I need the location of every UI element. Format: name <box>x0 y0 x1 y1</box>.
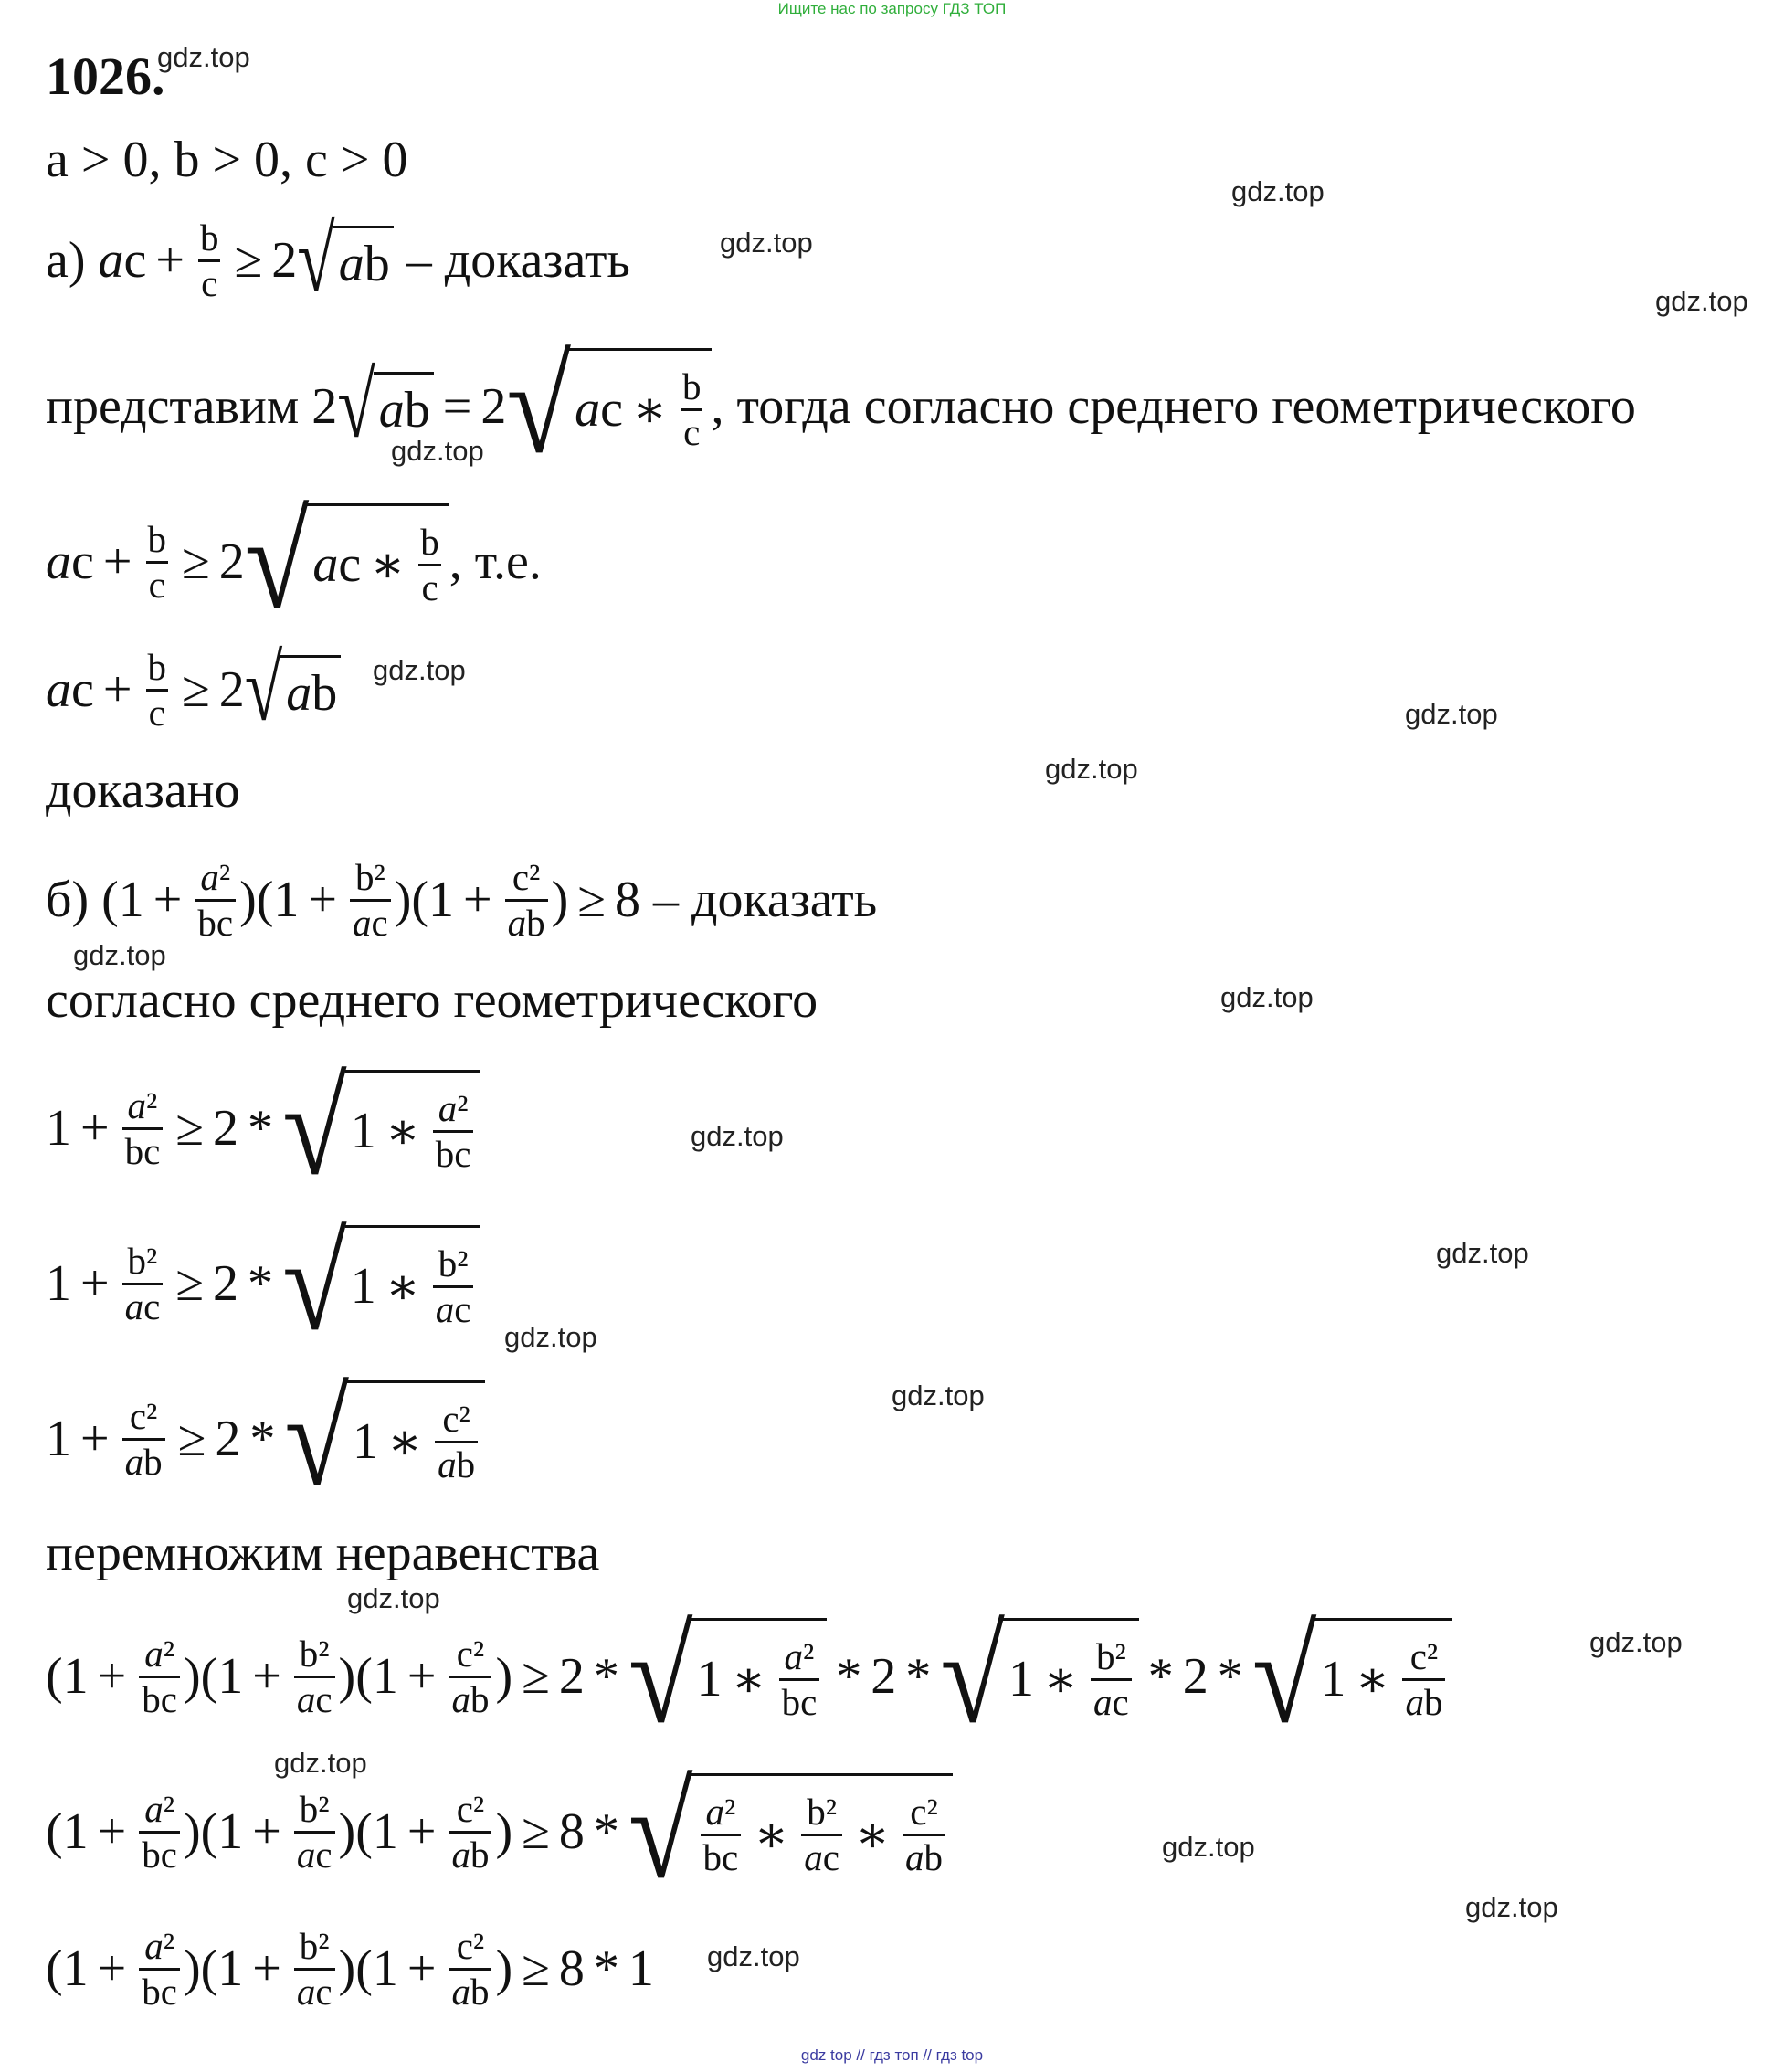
inequality-result-a: a c + $\frac{b}{c}$ ≥ 2 √ a b <box>46 640 341 740</box>
prove-text-b: – доказать <box>652 872 878 928</box>
multiply-line <box>46 1503 599 1603</box>
watermark: gdz.top <box>1231 175 1325 207</box>
watermark: gdz.top <box>73 939 166 971</box>
inequality-b2: 1 + $\frac{\text{b²}}{ac}$ ≥ 2 * √ 1 ∗ $\frac{\text{b²}}{ac}$ <box>46 1224 480 1343</box>
watermark: gdz.top <box>1162 1831 1255 1863</box>
watermark: gdz.top <box>504 1321 597 1353</box>
watermark: gdz.top <box>1436 1237 1529 1269</box>
watermark: gdz.top <box>892 1380 985 1411</box>
product-step-3: (1 + $\frac{\text{a²}}{bc}$ )(1 + $\frac{\text{b²}}{ac}$ )(1 + $\frac{\text{c²}}{ab}$ ) ≥ 8 * 1 <box>46 1924 654 2013</box>
watermark: gdz.top <box>347 1582 440 1614</box>
watermark: gdz.top <box>1220 981 1314 1013</box>
multiply-text: перемножим неравенства <box>46 1525 600 1581</box>
then-geom-text: , тогда согласно среднего геометрического <box>711 378 1636 435</box>
product-step-2: (1 + $\frac{\text{a²}}{bc}$ )(1 + $\frac{\text{b²}}{ac}$ )(1 + $\frac{\text{c²}}{ab}$ ) ≥ 8 * √ $\frac{\text{a²}}{bc}$ ∗ $\frac{\text{b²}}{ac}$ ∗ $\frac{\text{c²}}{ab}$ <box>46 1772 953 1891</box>
inequality-ie: a c + $\frac{b}{c}$ ≥ 2 √ a c ∗ $\frac{b}{c}$ , т.е. <box>46 485 542 637</box>
ie-text: , т.е. <box>449 534 542 590</box>
watermark: gdz.top <box>274 1747 367 1779</box>
conditions-text: a > 0, b > 0, c > 0 <box>46 132 408 188</box>
watermark: gdz.top <box>373 654 466 686</box>
geom-mean-text: согласно среднего геометрического <box>46 972 818 1029</box>
part-a-statement: а) a c + $\frac{b}{c}$ ≥ 2 √ a b – доказать <box>46 208 630 312</box>
represent-text: представим <box>46 378 300 435</box>
part-b-statement: б) (1 + $\frac{\text{a²}}{bc}$ )(1 + $\frac{\text{b²}}{ac}$ )(1 + $\frac{\text{c²}}{ab}$ ) ≥ 8 – доказать <box>46 855 878 944</box>
part-a-label: а) <box>46 232 86 289</box>
inequality-a2: 1 + $\frac{\text{a²}}{bc}$ ≥ 2 * √ 1 ∗ $\frac{\text{a²}}{bc}$ <box>46 1069 480 1188</box>
watermark: gdz.top <box>1465 1891 1558 1923</box>
product-step-1: (1 + $\frac{\text{a²}}{bc}$ )(1 + $\frac{\text{b²}}{ac}$ )(1 + $\frac{\text{c²}}{ab}$ ) ≥ 2 * √ 1 ∗ $\frac{\text{a²}}{bc}$ * 2 * √ 1 ∗ $\frac{\text{b²}}{ac}$ * 2 * √ 1 ∗ $\frac{\text{c²}}{ab}$ <box>46 1617 1452 1736</box>
represent-line: представим 2 √ a b = 2 √ a c ∗ $\frac{b}{c}$ , тогда согласно среднего геометрического <box>46 330 1636 481</box>
watermark: gdz.top <box>391 435 484 467</box>
watermark: gdz.top <box>1589 1626 1683 1658</box>
watermark: gdz.top <box>157 41 250 73</box>
watermark: gdz.top <box>720 227 813 259</box>
part-b-label: б) <box>46 872 90 928</box>
sqrt-ab: √ a b <box>297 226 394 295</box>
watermark: gdz.top <box>1655 285 1748 317</box>
top-banner[interactable]: Ищите нас по запросу ГДЗ ТОП <box>777 0 1007 17</box>
footer-links[interactable]: gdz top // гдз топ // гдз top <box>800 2046 984 2064</box>
inequality-c2: 1 + $\frac{\text{c²}}{ab}$ ≥ 2 * √ 1 ∗ $\frac{\text{c²}}{ab}$ <box>46 1380 485 1498</box>
watermark: gdz.top <box>1405 698 1498 730</box>
watermark: gdz.top <box>707 1940 800 1972</box>
prove-text: – доказать <box>406 232 630 289</box>
fraction-b-over-c: $\frac{b}{c}$ <box>199 216 219 304</box>
problem-number: 1026. <box>46 47 165 106</box>
watermark: gdz.top <box>691 1120 784 1152</box>
conditions-line <box>46 110 407 210</box>
proved-text: доказано <box>46 762 240 819</box>
sqrt-ac-b-over-c: √ a c ∗ $\frac{b}{c}$ <box>506 348 711 466</box>
watermark: gdz.top <box>1045 753 1138 785</box>
proved-line <box>46 740 240 840</box>
